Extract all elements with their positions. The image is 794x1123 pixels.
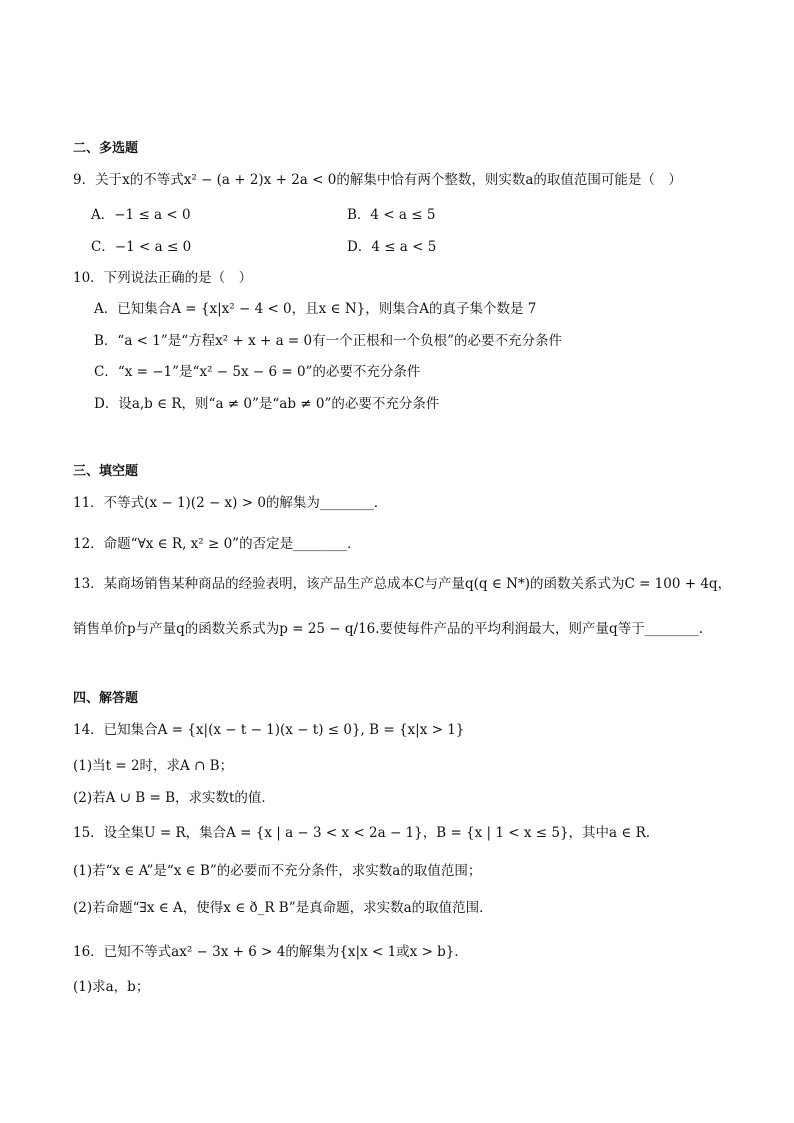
- section-heading-multiple-choice: 二、多选题: [73, 141, 139, 156]
- question-15: 15．设全集U = R，集合A = {x | a − 3 < x < 2a − 1}，B = {x | 1 < x ≤ 5}，其中a ∈ R．: [73, 825, 660, 841]
- question-13-line-1: 13．某商场销售某种商品的经验表明，该产品生产总成本C与产量q(q ∈ N*)的函数关系式为C = 100 + 4q，: [73, 576, 732, 592]
- question-9-option-a: A．−1 ≤ a < 0: [91, 207, 191, 223]
- section-heading-solutions: 四、解答题: [73, 691, 139, 706]
- question-10-option-d: D．设a,b ∈ R，则“a ≠ 0”是“ab ≠ 0”的必要不充分条件: [94, 396, 440, 412]
- question-14: 14．已知集合A = {x|(x − t − 1)(x − t) ≤ 0}, B = {x|x > 1}: [73, 722, 465, 738]
- question-15-part-2: (2)若命题“∃x ∈ A，使得x ∈ ð_R B”是真命题，求实数a的取值范围．: [73, 900, 493, 916]
- question-10-option-c: C．“x = −1”是“x² − 5x − 6 = 0”的必要不充分条件: [94, 364, 421, 380]
- question-14-part-2: (2)若A ∪ B = B，求实数t的值．: [73, 790, 275, 806]
- question-9-option-b: B．4 < a ≤ 5: [347, 207, 436, 223]
- question-10: 10．下列说法正确的是（ ）: [73, 270, 253, 286]
- question-13-line-2: 销售单价p与产量q的函数关系式为p = 25 − q/16.要使每件产品的平均利润最大，则产量q等于________.: [73, 621, 703, 637]
- question-16-part-1: (1)求a，b；: [73, 979, 150, 995]
- question-9-option-c: C．−1 < a ≤ 0: [91, 239, 192, 255]
- question-12: 12．命题“∀x ∈ R, x² ≥ 0”的否定是________．: [73, 536, 361, 552]
- question-14-part-1: (1)当t = 2时，求A ∩ B；: [73, 758, 234, 774]
- question-9: 9．关于x的不等式x² − (a + 2)x + 2a < 0的解集中恰有两个整数，则实数a的取值范围可能是（ ）: [73, 172, 682, 188]
- question-15-part-1: (1)若“x ∈ A”是“x ∈ B”的必要而不充分条件，求实数a的取值范围；: [73, 863, 482, 879]
- section-heading-fill-in: 三、填空题: [73, 464, 139, 479]
- question-10-option-a: A．已知集合A = {x|x² − 4 < 0，且x ∈ N}，则集合A的真子集个数是 7: [94, 301, 537, 317]
- question-16: 16．已知不等式ax² − 3x + 6 > 4的解集为{x|x < 1或x > b}．: [73, 944, 468, 960]
- question-11: 11．不等式(x − 1)(2 − x) > 0的解集为________．: [73, 495, 388, 511]
- question-9-option-d: D．4 ≤ a < 5: [347, 239, 437, 255]
- question-10-option-b: B．“a < 1”是“方程x² + x + a = 0有一个正根和一个负根”的必要不充分条件: [94, 333, 563, 349]
